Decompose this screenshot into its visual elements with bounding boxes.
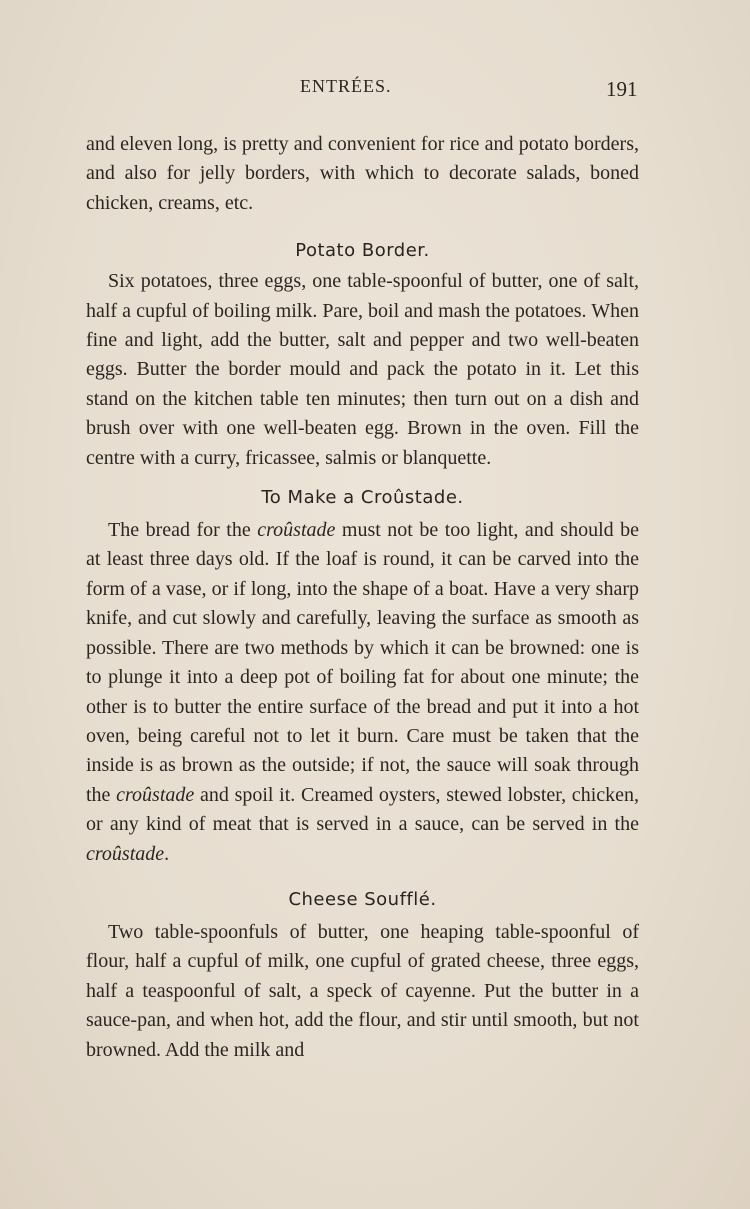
croustade-text-part-1: The bread for the xyxy=(108,519,258,542)
recipe-text-cheese-souffle: Two table-spoonfuls of butter, one heaping table-spoonful of flour, half a cupful of milk, one cupful of grated cheese, three eggs, half a teaspoonful of salt, a speck of cayenne. Put the butter in a sauce-pan, and when hot, add the flour, and stir until smooth, but not browned. Add the milk and xyxy=(86,920,639,1061)
page-body xyxy=(86,130,639,1065)
recipe-title-cheese-souffle: Cheese Soufflé. xyxy=(288,888,437,910)
croustade-italic-2: croûstade xyxy=(116,783,195,806)
recipe-title-croustade: To Make a Croûstade. xyxy=(261,487,464,509)
running-head: ENTRÉES. xyxy=(300,76,392,96)
croustade-italic-1: croûstade xyxy=(257,519,336,542)
page-header xyxy=(0,76,750,106)
recipe-text-croustade xyxy=(86,516,639,869)
page-number: 191 xyxy=(606,77,638,101)
recipe-text-potato-border: Six potatoes, three eggs, one table-spoonful of butter, one of salt, half a cupful of boiling milk. Pare, boil and mash the potatoes. When fine and light, add the butter, salt and pepper and two well-beaten eggs. Butter the border mould and pack the potato in it. Let this stand on the kitchen table ten minutes; then turn out on a dish and brush over with one well-beaten egg. Brown in the oven. Fill the centre with a curry, fricassee, salmis or blanquette. xyxy=(86,270,639,469)
recipe-title-potato-border: Potato Border. xyxy=(295,240,430,262)
croustade-italic-3: croûstade xyxy=(86,842,165,865)
croustade-text-part-4: . xyxy=(164,842,170,865)
croustade-text-part-3: and spoil it. Creamed oysters, stewed lobster, chicken, or any kind of meat that is served in a sauce, can be served in the xyxy=(86,783,639,836)
croustade-text-part-2: must not be too light, and should be at least three days old. If the loaf is round, it can be carved into the form of a vase, or if long, into the shape of a boat. Have a very sharp knife, and cut slowly and carefully, leaving the surface as smooth as possible. There are two methods by which it can be browned: one is to plunge it into a deep pot of boiling fat for about one minute; the other is to butter the entire surface of the bread and put it into a hot oven, being careful not to let it burn. Care must be taken that the inside is as brown as the outside; if not, the sauce will soak through the xyxy=(86,519,639,806)
continuation-paragraph: and eleven long, is pretty and convenient for rice and potato borders, and also for jelly borders, with which to decorate salads, boned chicken, creams, etc. xyxy=(86,133,639,214)
